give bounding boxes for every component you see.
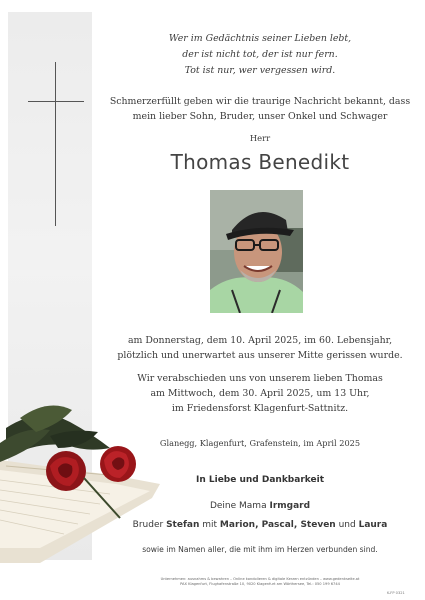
footer-line: Unternehmen: ausnahms & bewahren – Online kondolieren & digitale Kerzen entzünden – www.gedenkseite.at (160, 577, 360, 581)
cross-icon-bar (28, 101, 84, 102)
death-line: am Donnerstag, dem 10. April 2025, im 60. Lebensjahr, (127, 335, 393, 346)
love-line: In Liebe und Dankbarkeit (195, 475, 324, 485)
brother-name: Stefan (166, 520, 200, 530)
siblings-prefix: Bruder (132, 520, 164, 530)
intro-text (100, 94, 420, 124)
verse-line: Wer im Gedächtnis seiner Lieben lebt, (168, 33, 352, 44)
family-names: Marion, Pascal, Steven (219, 520, 336, 530)
funeral-line: Wir verabschieden uns von unserem lieben Thomas (137, 373, 383, 384)
verse-line: der ist nicht tot, der ist nur fern. (182, 49, 338, 60)
portrait-photo (210, 190, 303, 313)
salutation: Herr (249, 133, 271, 143)
footer-line: PAX Klagenfurt, Flughafenstraße 10, 9020 Klagenfurt am Wörthersee, Tel.: 050 199 6744 (180, 582, 340, 586)
funeral-line: am Mittwoch, dem 30. April 2025, um 13 Uhr, (150, 388, 370, 399)
verse-line: Tot ist nur, wer vergessen wird. (184, 65, 336, 76)
siblings-line (100, 520, 420, 530)
cross-icon (55, 62, 56, 226)
print-code: K-FP 0321 (387, 591, 405, 595)
funeral-notice (100, 371, 420, 416)
mama-name: Irmgard (269, 501, 311, 511)
memorial-verse (100, 31, 420, 79)
siblings-and: und (338, 520, 356, 530)
closing-line: sowie im Namen aller, die mit ihm im Herzen verbunden sind. (142, 545, 378, 554)
family-last-name: Laura (358, 520, 388, 530)
death-line: plötzlich und unerwartet aus unserer Mitte gerissen wurde. (117, 350, 403, 361)
siblings-with: mit (202, 520, 218, 530)
mama-line (100, 501, 420, 511)
deceased-name: Thomas Benedikt (170, 150, 350, 174)
intro-line: Schmerzerfüllt geben wir die traurige Nachricht bekannt, dass (109, 96, 411, 107)
footer (100, 577, 420, 587)
funeral-line: im Friedensforst Klagenfurt-Sattnitz. (171, 403, 349, 414)
place-date: Glanegg, Klagenfurt, Grafenstein, im April 2025 (159, 438, 361, 448)
mama-prefix: Deine Mama (209, 501, 267, 511)
intro-line: mein lieber Sohn, Bruder, unser Onkel und Schwager (132, 111, 388, 122)
death-notice (100, 333, 420, 363)
